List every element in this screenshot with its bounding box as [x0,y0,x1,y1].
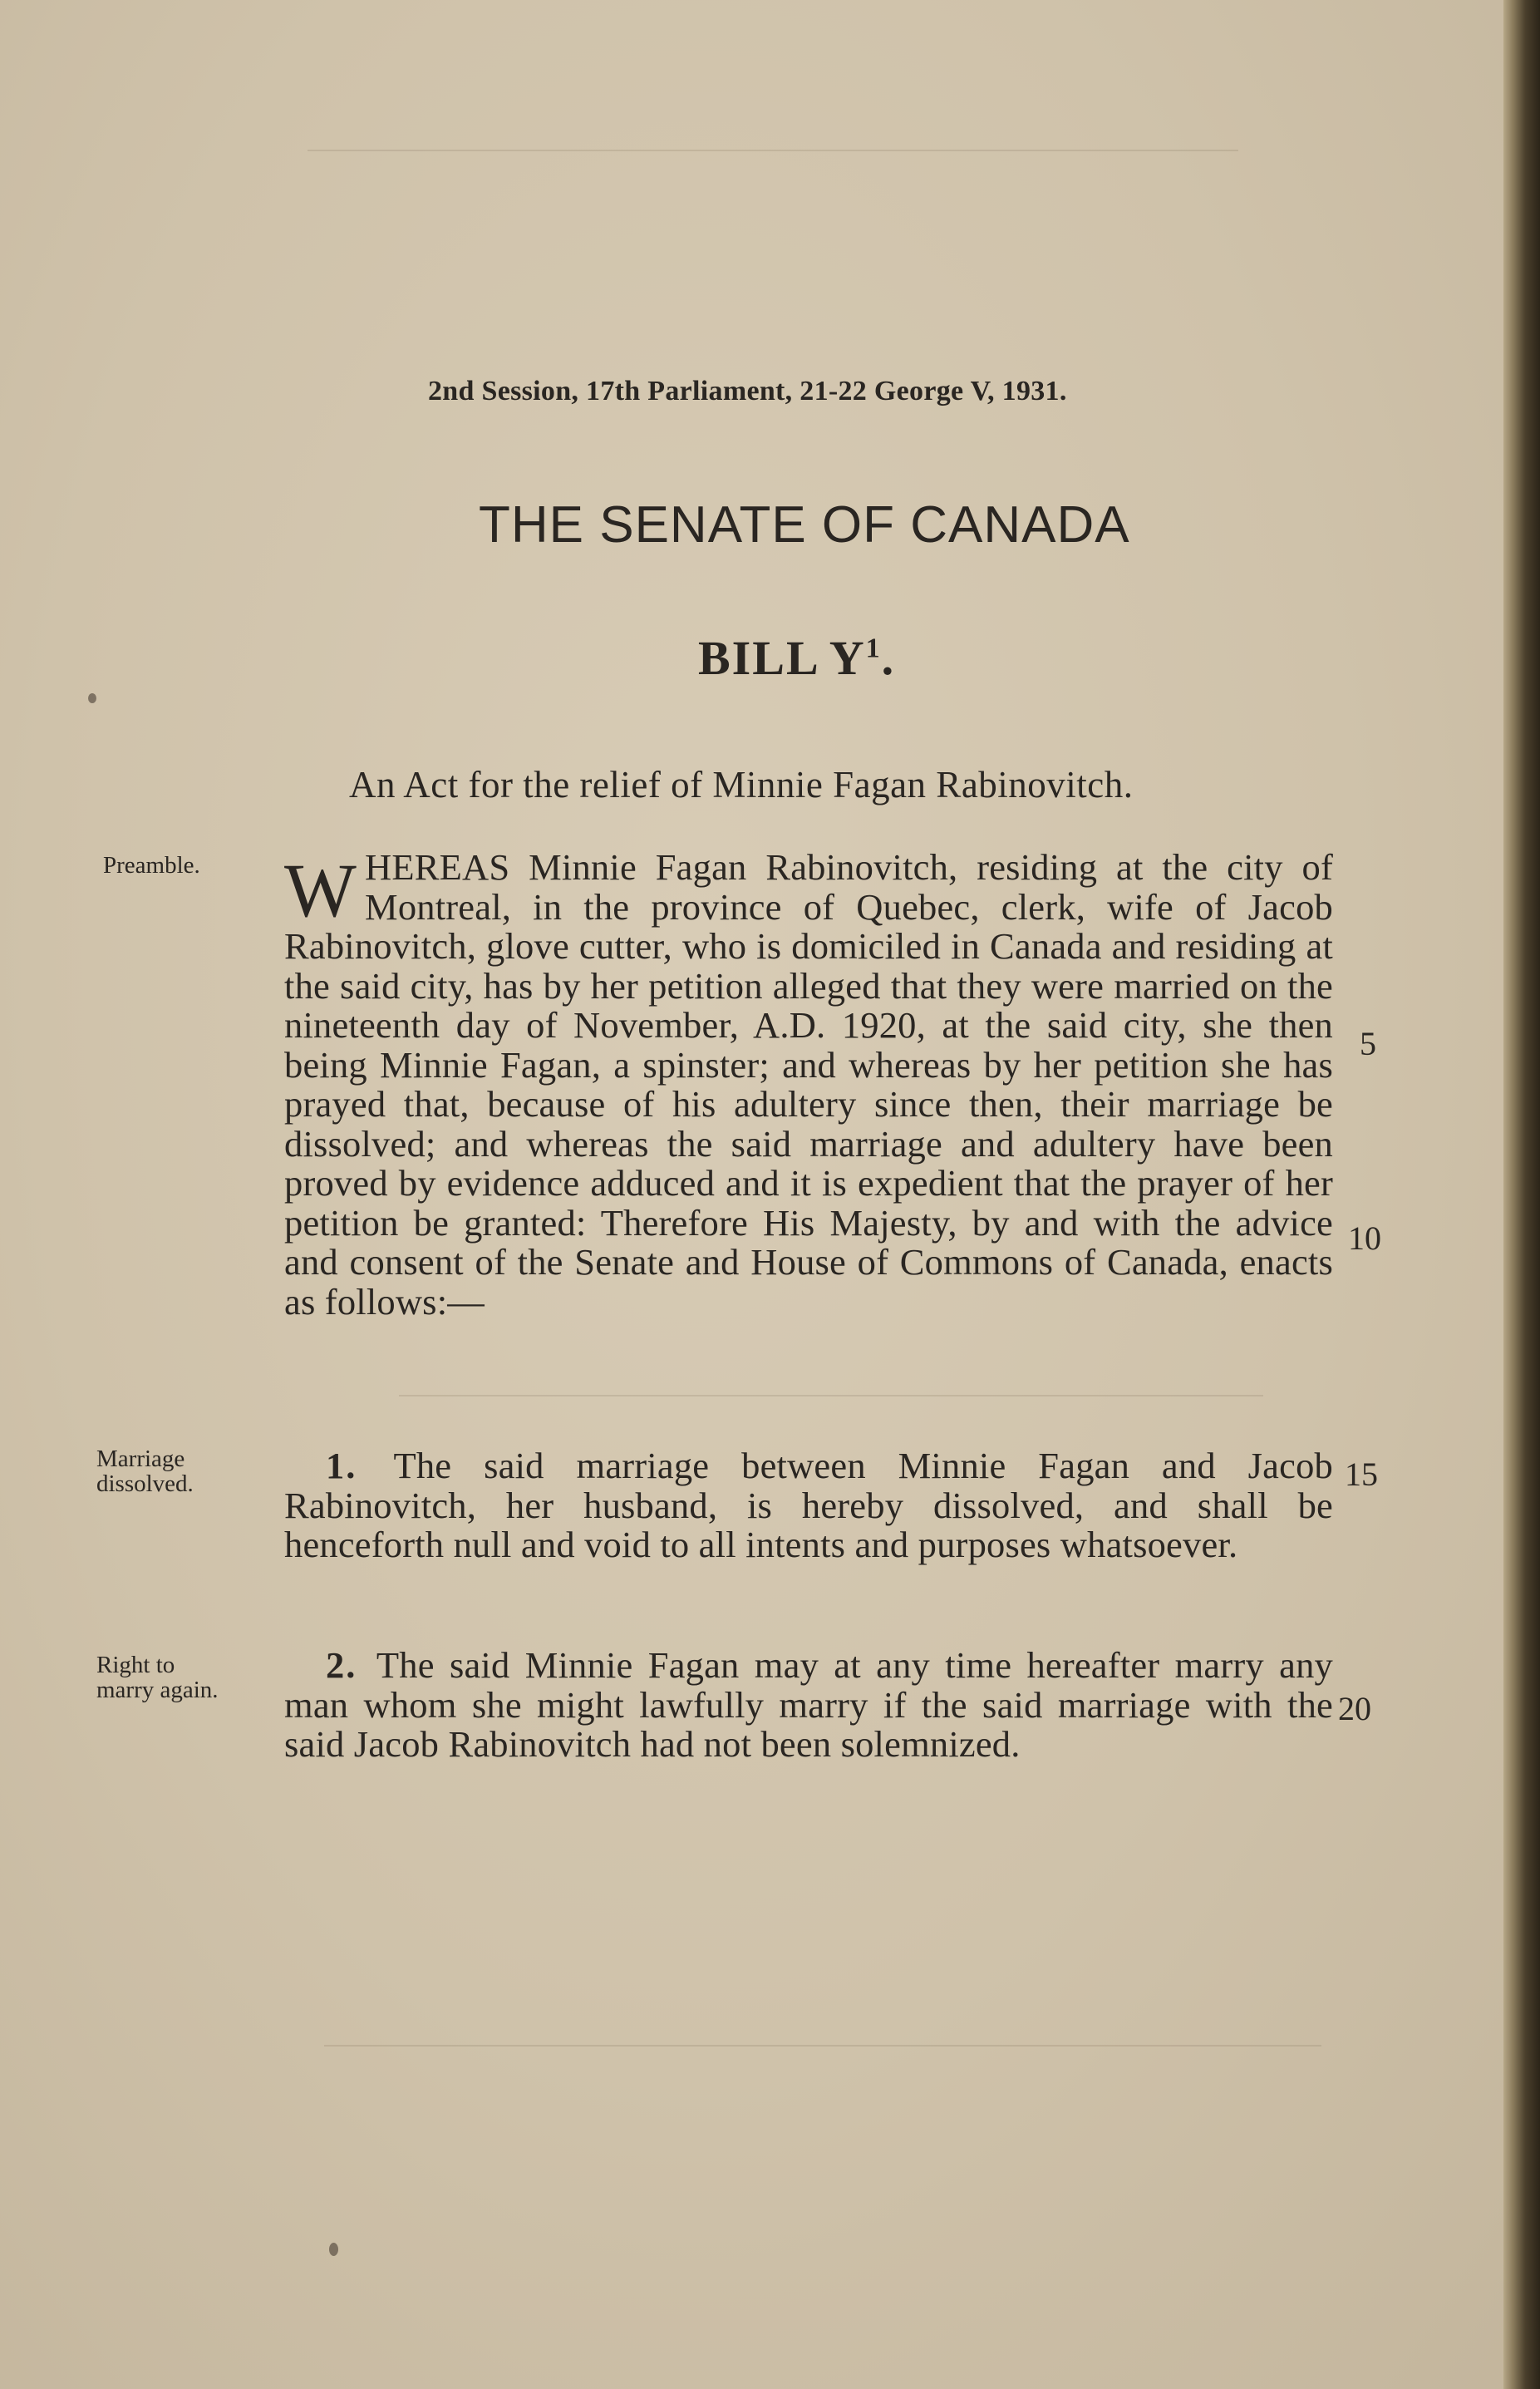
line-number-15: 15 [1345,1456,1378,1493]
paper-speck [329,2243,338,2256]
faint-rule-top [308,150,1238,151]
bill-period: . [881,631,896,685]
line-number-20: 20 [1338,1690,1371,1727]
bill-superscript: 1 [865,633,882,664]
margin-note-marriage-line1: Marriage [96,1446,185,1472]
margin-note-preamble: Preamble. [103,852,200,879]
margin-note-marriage-line2: dissolved. [96,1470,194,1497]
margin-note-right-line1: Right to [96,1652,175,1678]
section-1-text: The said marriage between Minnie Fagan and Jacob Rabinovitch, her husband, is hereby dissolved, and shall be henceforth null and void to all intents and purposes whatsoever. [284,1445,1333,1565]
act-title: An Act for the relief of Minnie Fagan Rabinovitch. [349,764,1134,805]
section-2-number: 2. [326,1644,357,1686]
section-2 [284,1646,1333,1765]
faint-rule-mid [399,1395,1263,1396]
margin-note-marriage-dissolved [96,1446,194,1496]
section-1 [284,1446,1333,1565]
margin-note-right-to-marry [96,1653,219,1702]
line-number-5: 5 [1360,1025,1376,1062]
bill-title [698,630,895,686]
binding-edge [1503,0,1540,2389]
line-number-10: 10 [1348,1219,1381,1257]
section-2-text: The said Minnie Fagan may at any time hereafter marry any man whom she might lawfully marry if the said marriage with the said Jacob Rabinovitch had not been solemnized. [284,1644,1333,1765]
faint-rule-bottom [324,2045,1321,2047]
paper-speck [88,693,96,703]
bill-label: BILL Y [698,631,866,685]
preamble-body: HEREAS Minnie Fagan Rabinovitch, residing at the city of Montreal, in the province of Quebec, clerk, wife of Jacob Rabinovitch, glove cutter, who is domiciled in Canada and residing at the said city, has by her petition alleged that they were married on the nineteenth day of November, A.D. 1920, at the said city, she then being Minnie Fagan, a spinster; and whereas by her petition she has prayed that, because of his adultery since then, their marriage be dissolved; and whereas the said marriage and adultery have been proved by evidence adduced and it is expedient that the prayer of her petition be granted: Therefore His Majesty, by and with the advice and consent of the Senate and House of Commons of Canada, enacts as follows:— [284,846,1333,1323]
section-1-number: 1. [326,1445,357,1486]
chamber-title: THE SENATE OF CANADA [479,496,1130,554]
session-line: 2nd Session, 17th Parliament, 21-22 George V, 1931. [428,376,1067,406]
margin-note-right-line2: marry again. [96,1677,219,1703]
preamble-dropcap: W [284,848,357,933]
preamble-text [284,848,1333,1322]
